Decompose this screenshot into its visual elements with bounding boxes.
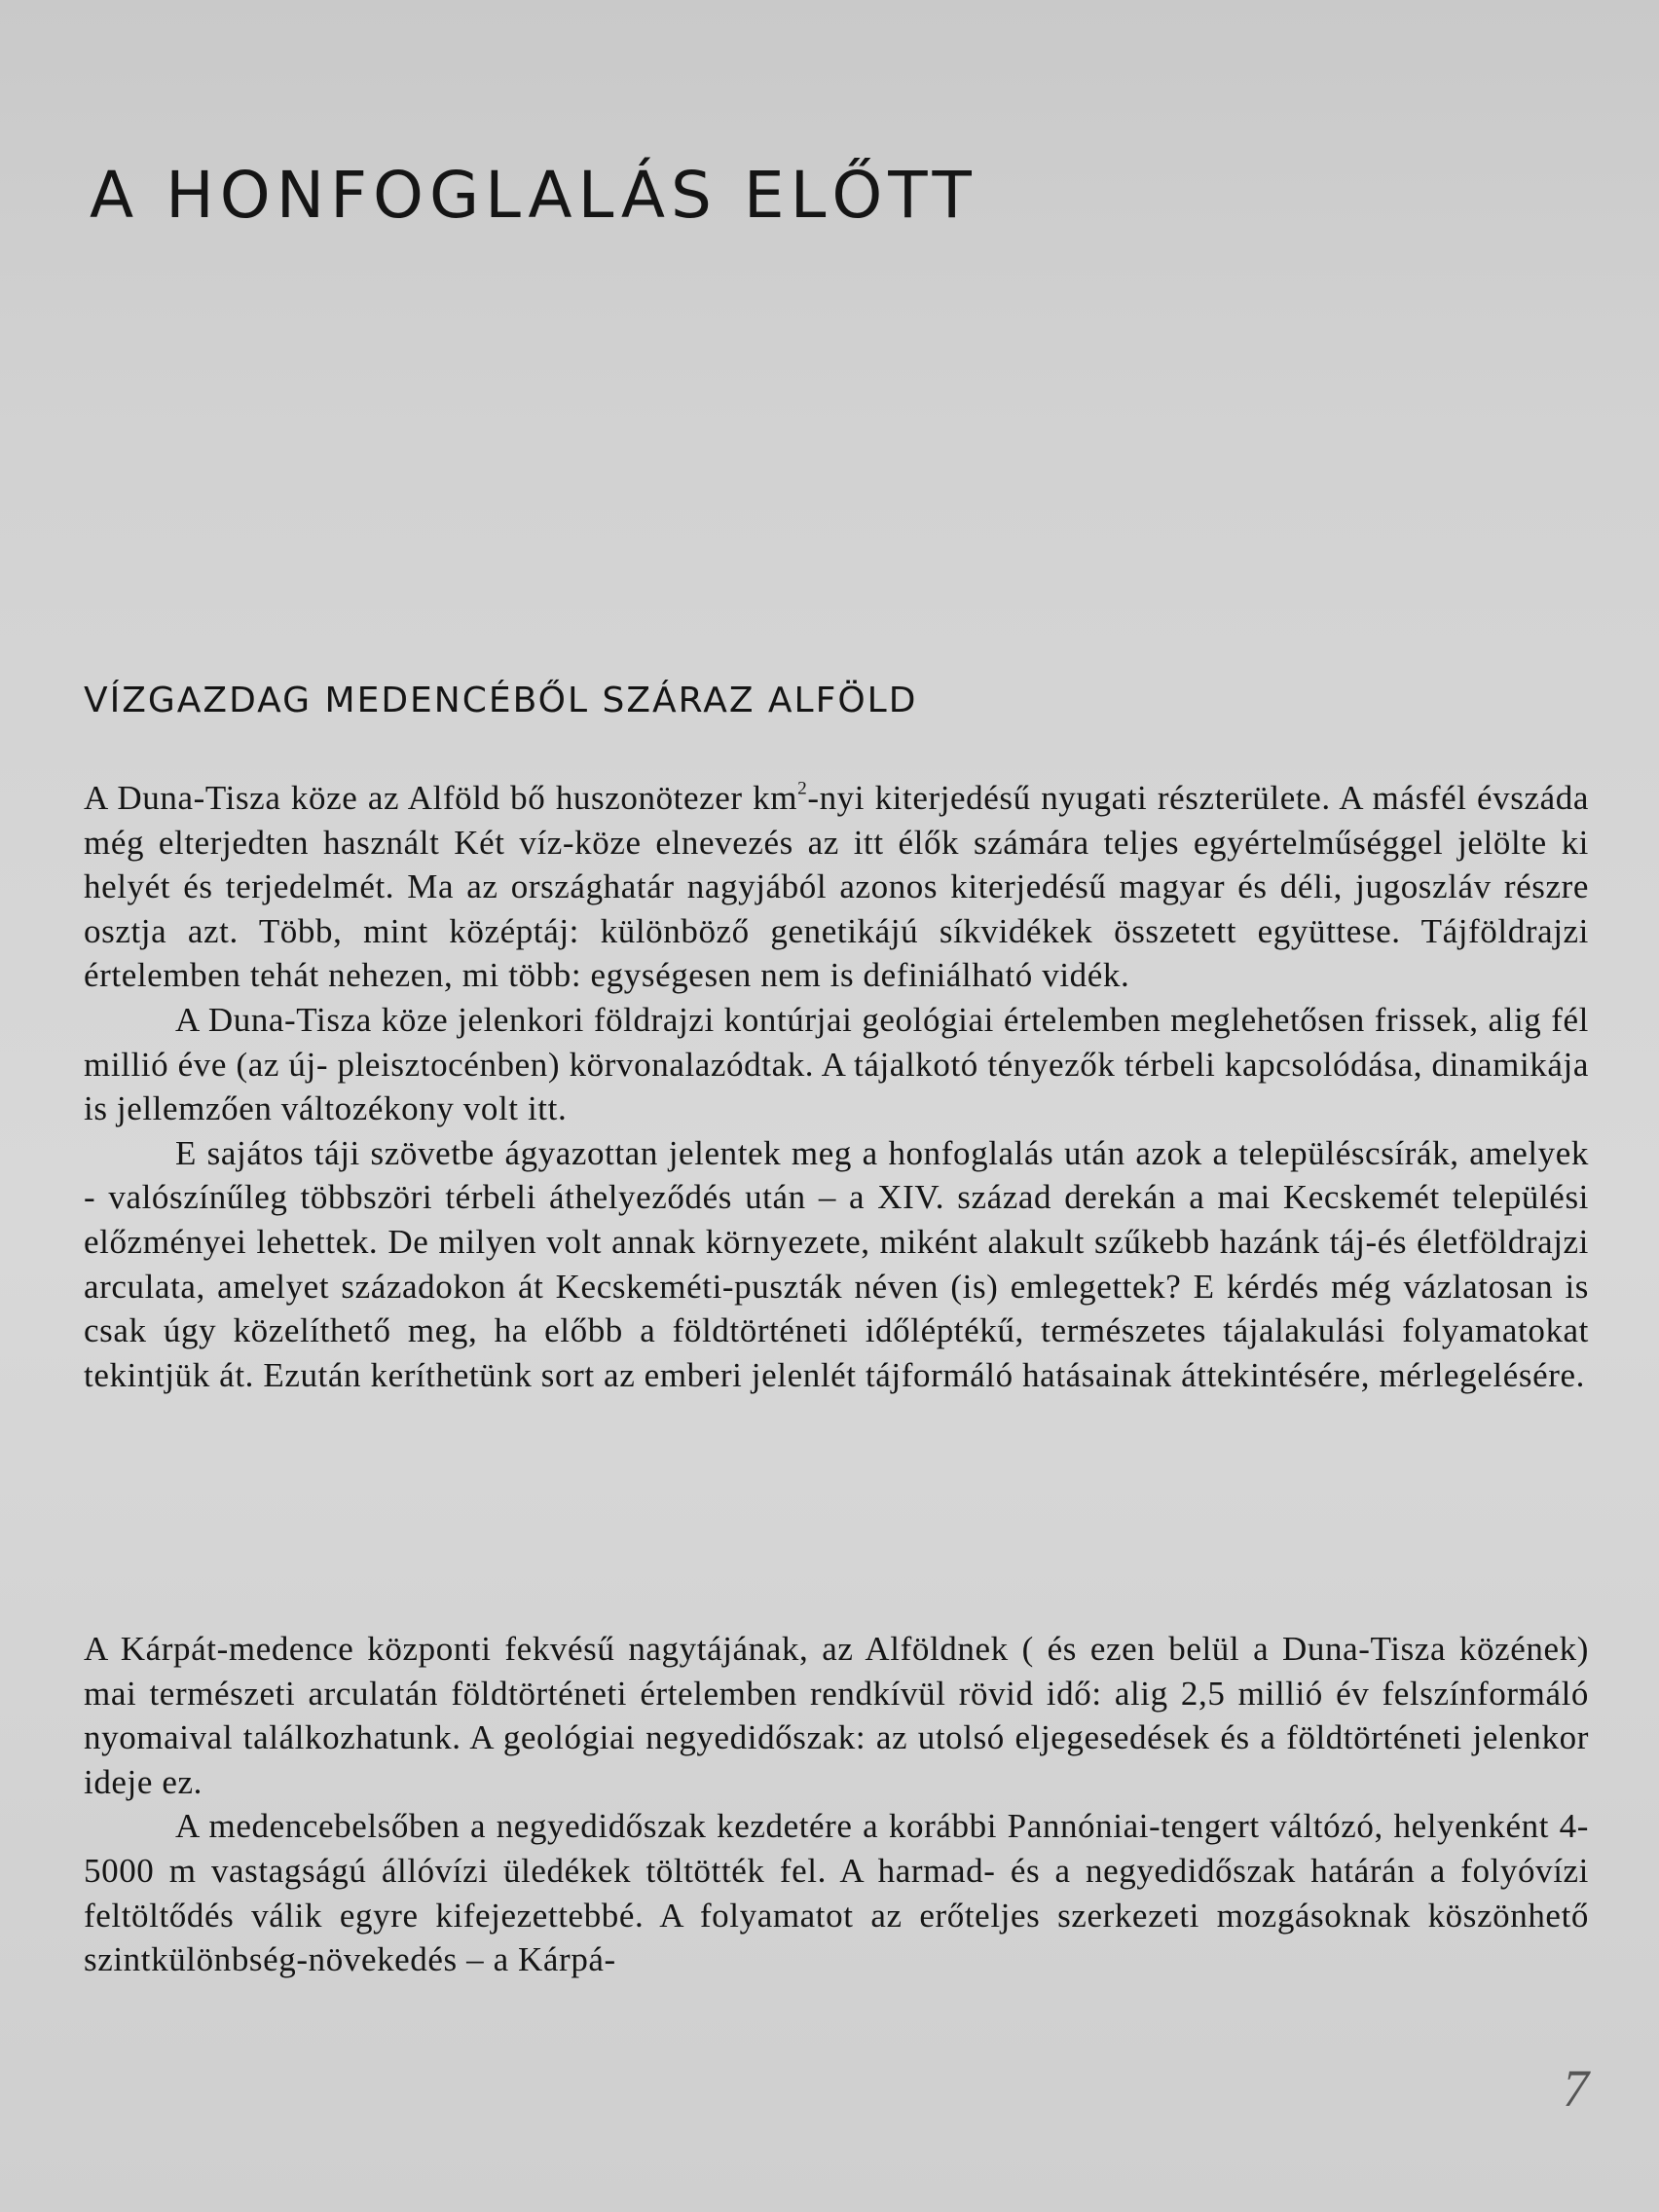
- paragraph: A medencebelsőben a negyedidőszak kezdetére a korábbi Pannóniai-tengert váltózó, helyenként 4-5000 m vastagságú állóvízi üledékek töltötték fel. A harmad- és a negyedidőszak határán a folyóvízi feltöltődés válik egyre kifejezettebbé. A folyamatot az erőteljes szerkezeti mozgásoknak köszönhető szintkülönbség-növekedés – a Kárpá-: [84, 1807, 1589, 1979]
- superscript: 2: [797, 778, 808, 799]
- chapter-title: A HONFOGLALÁS ELŐTT: [90, 158, 977, 233]
- paragraph: A Duna-Tisza köze jelenkori földrajzi kontúrjai geológiai értelemben meglehetősen frissek, alig fél millió éve (az új- pleisztocénben) körvonalazódtak. A tájalkotó tényezők térbeli kapcsolódása, dinamikája is jellemzően változékony volt itt.: [84, 1000, 1589, 1128]
- paragraph: A Duna-Tisza köze az Alföld bő huszonötezer $km^2$-nyi kiterjedésű nyugati részterülete. A másfél évszáda még elterjedten használt Két víz-köze elnevezés az itt élők számára teljes egyértelműséggel jelölte ki helyét és terjedelmét. Ma az országhatár nagyjából azonos kiterjedésű magyar és déli, jugoszláv részre osztja azt. Több, mint középtáj: különböző genetikájú síkvidékek összetett együttese. Tájföldrajzi értelemben tehát nehezen, mi több: egységesen nem is definiálható vidék.: [84, 778, 1589, 995]
- paragraph: E sajátos táji szövetbe ágyazottan jelentek meg a honfoglalás után azok a településcsírák, amelyek - valószínűleg többszöri térbeli áthelyeződés után – a XIV. század derekán a mai Kecskemét települési előzményei lehettek. De milyen volt annak környezete, miként alakult szűkebb hazánk táj-és életföldrajzi arculata, amelyet századokon át Kecskeméti-puszták néven (is) emlegettek? E kérdés még vázlatosan is csak úgy közelíthető meg, ha előbb a földtörténeti időléptékű, természetes tájalakulási folyamatokat tekintjük át. Ezután keríthetünk sort az emberi jelenlét tájformáló hatásainak áttekintésére, mérlegelésére.: [84, 1133, 1589, 1394]
- page-number: 7: [1563, 2059, 1589, 2118]
- section-title: VÍZGAZDAG MEDENCÉBŐL SZÁRAZ ALFÖLD: [84, 681, 918, 720]
- paragraph: A Kárpát-medence központi fekvésű nagytájának, az Alföldnek ( és ezen belül a Duna-Tisza közének) mai természeti arculatán földtörténeti értelemben rendkívül rövid idő: alig 2,5 millió év felszínformáló nyomaival találkozhatunk. A geológiai negyedidőszak: az utolsó eljegesedések és a földtörténeti jelenkor ideje ez.: [84, 1630, 1589, 1801]
- body-text: [84, 1627, 1589, 1982]
- intro-text: [84, 776, 1589, 1397]
